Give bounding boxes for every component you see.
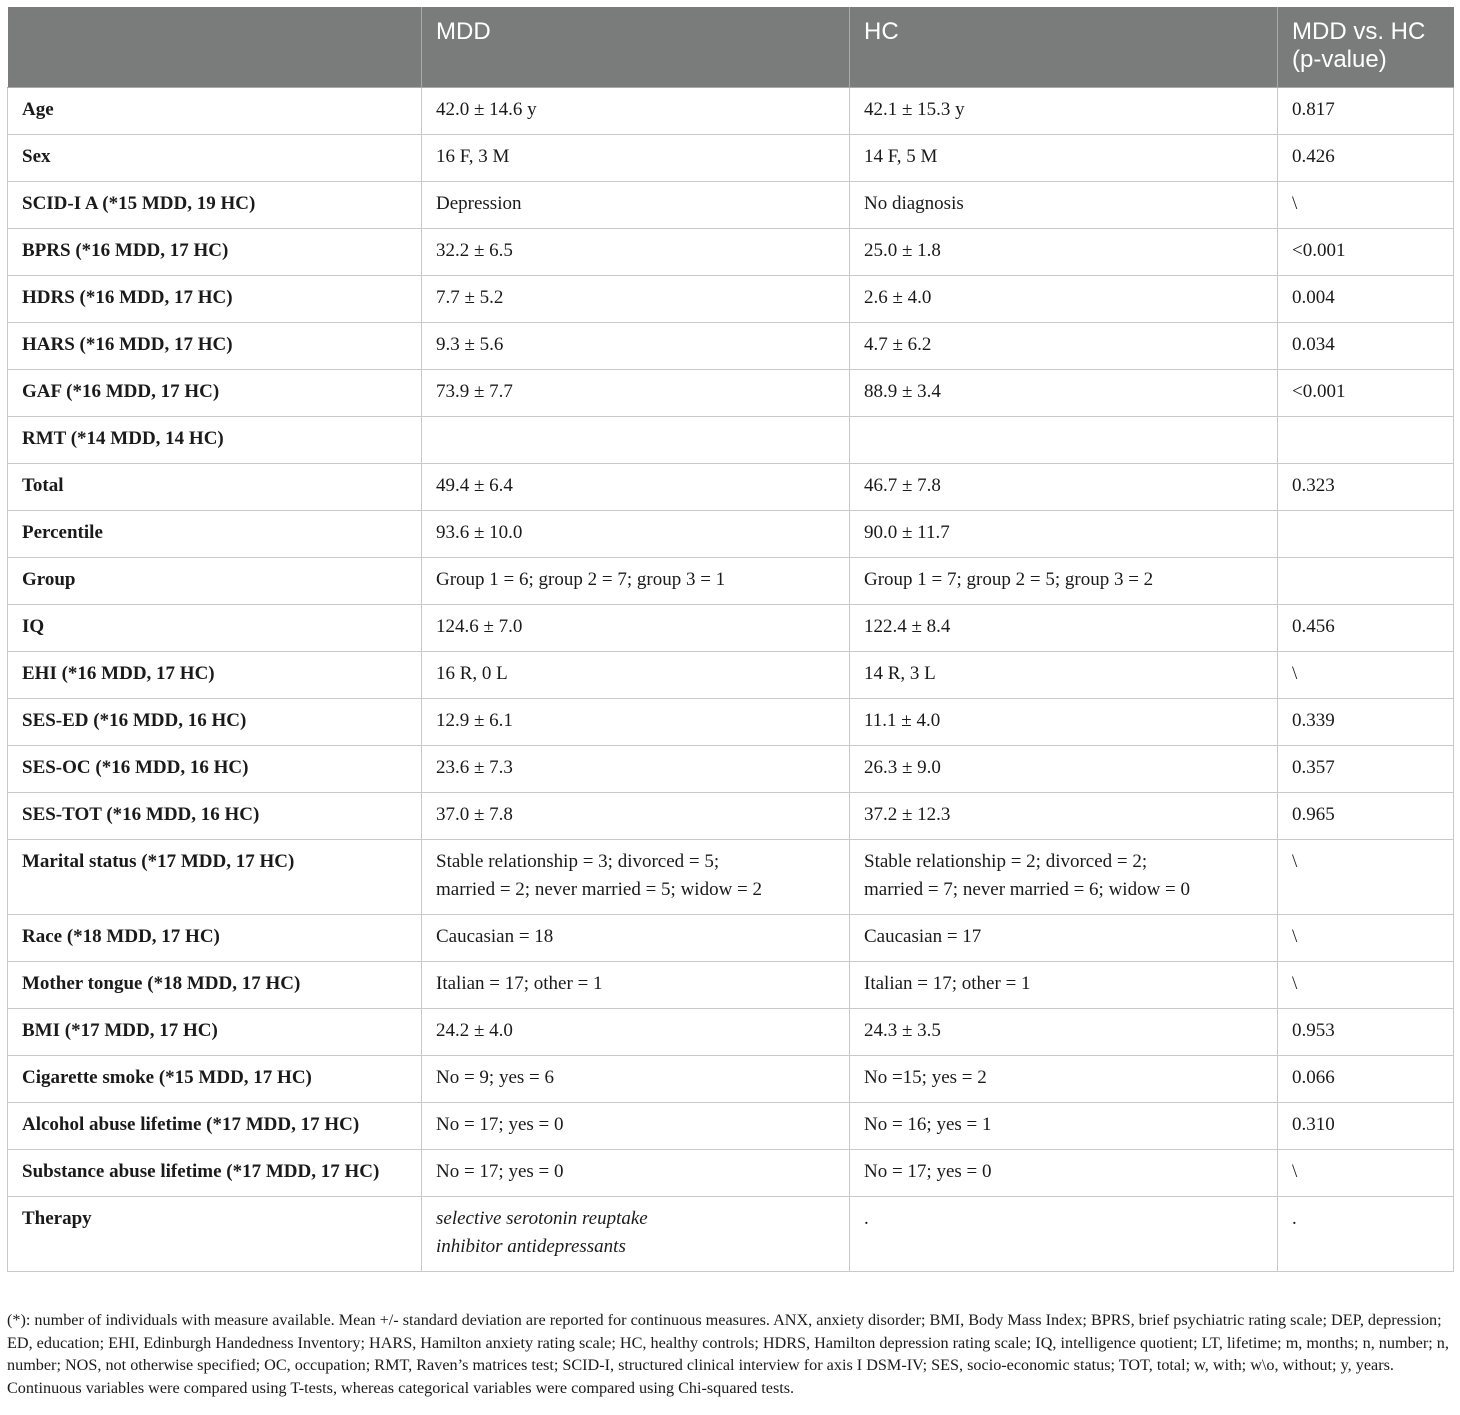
cell-line: inhibitor antidepressants	[436, 1236, 626, 1257]
hc-value-cell: No = 16; yes = 1	[850, 1103, 1278, 1150]
mdd-value-cell: Depression	[422, 182, 850, 229]
row-label-cell: Mother tongue (*18 MDD, 17 HC)	[8, 962, 422, 1009]
row-label-cell: SES-OC (*16 MDD, 16 HC)	[8, 746, 422, 793]
header-cell-p-value: MDD vs. HC (p-value)	[1278, 7, 1454, 88]
demographics-table-container	[7, 7, 1453, 1272]
p-value-cell: \	[1278, 915, 1454, 962]
row-label-cell: SCID-I A (*15 MDD, 19 HC)	[8, 182, 422, 229]
table-row	[8, 915, 1454, 962]
mdd-value-cell: 49.4 ± 6.4	[422, 464, 850, 511]
mdd-value-cell: 7.7 ± 5.2	[422, 276, 850, 323]
hc-value-cell	[850, 417, 1278, 464]
p-value-cell: \	[1278, 962, 1454, 1009]
row-label-cell: Therapy	[8, 1197, 422, 1272]
hc-value-cell: 24.3 ± 3.5	[850, 1009, 1278, 1056]
p-value-cell: 0.323	[1278, 464, 1454, 511]
cell-line: married = 2; never married = 5; widow = 2	[436, 879, 763, 900]
mdd-value-cell: No = 17; yes = 0	[422, 1103, 850, 1150]
hc-value-cell: 25.0 ± 1.8	[850, 229, 1278, 276]
mdd-value-cell: 37.0 ± 7.8	[422, 793, 850, 840]
hc-value-cell: 2.6 ± 4.0	[850, 276, 1278, 323]
row-label-cell: Substance abuse lifetime (*17 MDD, 17 HC)	[8, 1150, 422, 1197]
row-label-cell: Total	[8, 464, 422, 511]
table-row	[8, 135, 1454, 182]
cell-line: married = 7; never married = 6; widow = 0	[864, 879, 1191, 900]
table-row	[8, 1150, 1454, 1197]
hc-value-cell: No diagnosis	[850, 182, 1278, 229]
mdd-value-cell: 73.9 ± 7.7	[422, 370, 850, 417]
table-row	[8, 652, 1454, 699]
row-label-cell: Cigarette smoke (*15 MDD, 17 HC)	[8, 1056, 422, 1103]
p-value-cell: \	[1278, 1150, 1454, 1197]
table-row	[8, 558, 1454, 605]
table-row	[8, 464, 1454, 511]
row-label-cell: Age	[8, 88, 422, 135]
p-value-cell: 0.310	[1278, 1103, 1454, 1150]
row-label-cell: IQ	[8, 605, 422, 652]
mdd-value-cell: Group 1 = 6; group 2 = 7; group 3 = 1	[422, 558, 850, 605]
hc-value-cell: 90.0 ± 11.7	[850, 511, 1278, 558]
p-value-cell: 0.004	[1278, 276, 1454, 323]
table-row	[8, 793, 1454, 840]
hc-value-cell: No = 17; yes = 0	[850, 1150, 1278, 1197]
table-row	[8, 1197, 1454, 1272]
table-row	[8, 370, 1454, 417]
hc-value-cell: Caucasian = 17	[850, 915, 1278, 962]
p-value-cell	[1278, 558, 1454, 605]
hc-value-cell: .	[850, 1197, 1278, 1272]
table-row	[8, 962, 1454, 1009]
p-value-cell: 0.456	[1278, 605, 1454, 652]
row-label-cell: Sex	[8, 135, 422, 182]
mdd-value-cell: 93.6 ± 10.0	[422, 511, 850, 558]
mdd-value-cell: 32.2 ± 6.5	[422, 229, 850, 276]
table-row	[8, 1009, 1454, 1056]
table-row	[8, 605, 1454, 652]
mdd-value-cell: 124.6 ± 7.0	[422, 605, 850, 652]
demographics-table	[7, 7, 1454, 1272]
table-row	[8, 88, 1454, 135]
hc-value-cell: No =15; yes = 2	[850, 1056, 1278, 1103]
mdd-value-cell: No = 17; yes = 0	[422, 1150, 850, 1197]
table-row	[8, 323, 1454, 370]
p-value-cell: 0.357	[1278, 746, 1454, 793]
row-label-cell: Alcohol abuse lifetime (*17 MDD, 17 HC)	[8, 1103, 422, 1150]
hc-value-cell: Italian = 17; other = 1	[850, 962, 1278, 1009]
table-row	[8, 417, 1454, 464]
hc-value-cell: 46.7 ± 7.8	[850, 464, 1278, 511]
hc-value-cell: 37.2 ± 12.3	[850, 793, 1278, 840]
mdd-value-cell	[422, 840, 850, 915]
hc-value-cell: 11.1 ± 4.0	[850, 699, 1278, 746]
row-label-cell: RMT (*14 MDD, 14 HC)	[8, 417, 422, 464]
hc-value-cell: 14 F, 5 M	[850, 135, 1278, 182]
p-value-cell: 0.817	[1278, 88, 1454, 135]
p-value-cell: 0.965	[1278, 793, 1454, 840]
p-value-cell: 0.034	[1278, 323, 1454, 370]
mdd-value-cell: No = 9; yes = 6	[422, 1056, 850, 1103]
row-label-cell: HARS (*16 MDD, 17 HC)	[8, 323, 422, 370]
table-row	[8, 1056, 1454, 1103]
hc-value-cell: 14 R, 3 L	[850, 652, 1278, 699]
hc-value-cell: 4.7 ± 6.2	[850, 323, 1278, 370]
header-cell-variable	[8, 7, 422, 88]
hc-value-cell	[850, 840, 1278, 915]
table-footnote: (*): number of individuals with measure available. Mean +/- standard deviation are reported for continuous measures. ANX, anxiety disorder; BMI, Body Mass Index; BPRS, brief psychiatric rating scale; DEP, depression; ED, education; EHI, Edinburgh Handedness Inventory; HARS, Hamilton anxiety rating scale; HC, healthy controls; HDRS, Hamilton depression rating scale; IQ, intelligence quotient; LT, lifetime; m, months; n, number; n, number; NOS, not otherwise specified; OC, occupation; RMT, Raven’s matrices test; SCID-I, structured clinical interview for axis I DSM-IV; SES, socio-economic status; TOT, total; w, with; w\o, without; y, years. Continuous variables were compared using T-tests, whereas categorical variables were compared using Chi-squared tests.	[7, 1311, 1449, 1397]
p-value-cell: 0.339	[1278, 699, 1454, 746]
mdd-value-cell	[422, 1197, 850, 1272]
mdd-value-cell: 12.9 ± 6.1	[422, 699, 850, 746]
table-row	[8, 699, 1454, 746]
hc-value-cell: 88.9 ± 3.4	[850, 370, 1278, 417]
p-value-cell: 0.426	[1278, 135, 1454, 182]
mdd-value-cell: 16 R, 0 L	[422, 652, 850, 699]
hc-value-cell: 26.3 ± 9.0	[850, 746, 1278, 793]
hc-value-cell: 122.4 ± 8.4	[850, 605, 1278, 652]
table-row	[8, 182, 1454, 229]
table-header-row	[8, 7, 1454, 88]
p-value-cell: .	[1278, 1197, 1454, 1272]
table-row	[8, 511, 1454, 558]
mdd-value-cell: 23.6 ± 7.3	[422, 746, 850, 793]
p-value-cell: \	[1278, 652, 1454, 699]
p-value-cell	[1278, 417, 1454, 464]
table-row	[8, 1103, 1454, 1150]
hc-value-cell: 42.1 ± 15.3 y	[850, 88, 1278, 135]
table-row	[8, 746, 1454, 793]
mdd-value-cell: 9.3 ± 5.6	[422, 323, 850, 370]
cell-line: Stable relationship = 3; divorced = 5;	[436, 851, 720, 872]
row-label-cell: Group	[8, 558, 422, 605]
header-cell-mdd: MDD	[422, 7, 850, 88]
row-label-cell: Percentile	[8, 511, 422, 558]
p-value-cell: 0.953	[1278, 1009, 1454, 1056]
mdd-value-cell	[422, 417, 850, 464]
row-label-cell: SES-ED (*16 MDD, 16 HC)	[8, 699, 422, 746]
row-label-cell: HDRS (*16 MDD, 17 HC)	[8, 276, 422, 323]
table-body	[8, 88, 1454, 1272]
row-label-cell: BPRS (*16 MDD, 17 HC)	[8, 229, 422, 276]
header-cell-hc: HC	[850, 7, 1278, 88]
table-row	[8, 229, 1454, 276]
table-row	[8, 276, 1454, 323]
row-label-cell: GAF (*16 MDD, 17 HC)	[8, 370, 422, 417]
row-label-cell: BMI (*17 MDD, 17 HC)	[8, 1009, 422, 1056]
row-label-cell: Marital status (*17 MDD, 17 HC)	[8, 840, 422, 915]
p-value-cell: <0.001	[1278, 370, 1454, 417]
mdd-value-cell: 24.2 ± 4.0	[422, 1009, 850, 1056]
p-value-cell: <0.001	[1278, 229, 1454, 276]
p-value-cell	[1278, 511, 1454, 558]
p-value-cell: \	[1278, 840, 1454, 915]
cell-line: selective serotonin reuptake	[436, 1208, 648, 1229]
p-value-cell: 0.066	[1278, 1056, 1454, 1103]
row-label-cell: SES-TOT (*16 MDD, 16 HC)	[8, 793, 422, 840]
hc-value-cell: Group 1 = 7; group 2 = 5; group 3 = 2	[850, 558, 1278, 605]
mdd-value-cell: Italian = 17; other = 1	[422, 962, 850, 1009]
p-value-cell: \	[1278, 182, 1454, 229]
mdd-value-cell: 42.0 ± 14.6 y	[422, 88, 850, 135]
row-label-cell: EHI (*16 MDD, 17 HC)	[8, 652, 422, 699]
table-row	[8, 840, 1454, 915]
row-label-cell: Race (*18 MDD, 17 HC)	[8, 915, 422, 962]
mdd-value-cell: 16 F, 3 M	[422, 135, 850, 182]
mdd-value-cell: Caucasian = 18	[422, 915, 850, 962]
cell-line: Stable relationship = 2; divorced = 2;	[864, 851, 1148, 872]
